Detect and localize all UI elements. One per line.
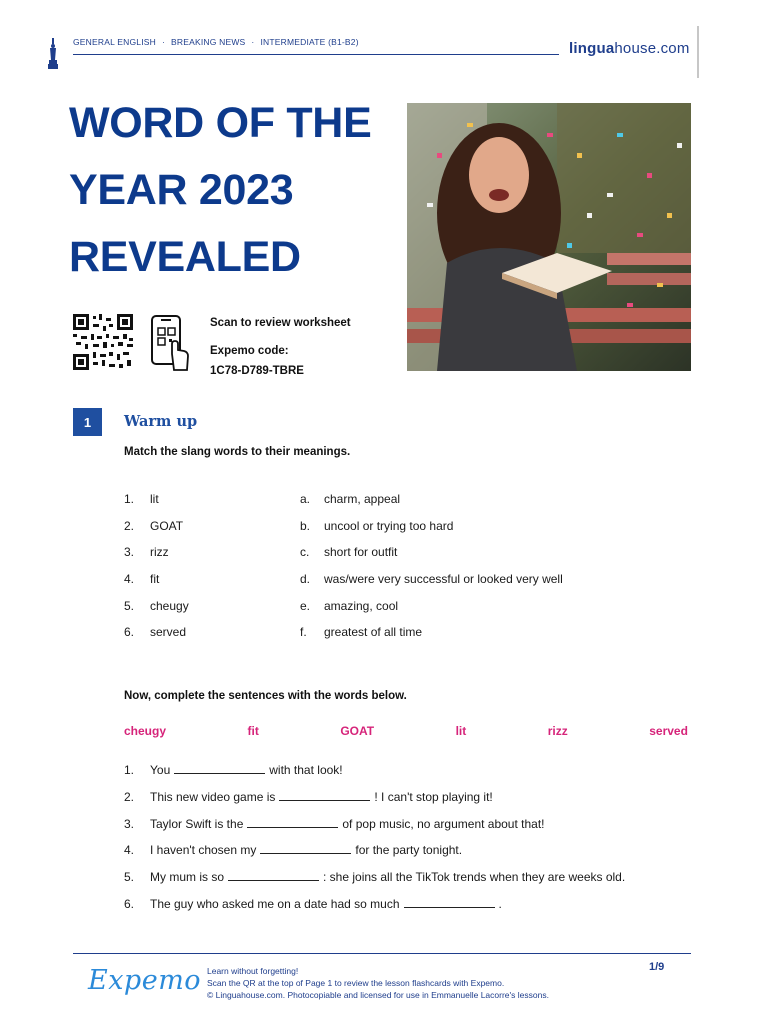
slang-word: served	[150, 625, 187, 640]
meaning-text: amazing, cool	[324, 598, 399, 613]
item-number: 5.	[124, 870, 135, 885]
sentence-after: for the party tonight.	[355, 843, 463, 858]
answer-blank[interactable]	[260, 842, 351, 854]
item-number: 5.	[124, 598, 135, 613]
slang-word: fit	[150, 572, 160, 587]
expemo-code-label: Expemo code:	[210, 345, 289, 357]
header-meta	[73, 37, 359, 47]
sentence-before: You	[150, 763, 171, 777]
sentence-row	[124, 869, 684, 896]
word-bank-item: served	[649, 724, 688, 738]
sentence-list	[124, 762, 684, 923]
meta-separator: ·	[162, 37, 166, 47]
sentence-row	[124, 842, 684, 869]
item-number: 3.	[124, 545, 135, 560]
expemo-logo[interactable]: Expemo	[88, 965, 202, 996]
item-number: 3.	[124, 816, 135, 831]
matching-list	[124, 492, 644, 652]
meaning-letter: b.	[300, 518, 311, 533]
slang-word: GOAT	[150, 518, 184, 533]
expemo-code: 1C78-D789-TBRE	[210, 365, 304, 377]
word-bank-item: GOAT	[340, 724, 375, 738]
answer-blank[interactable]	[279, 789, 370, 801]
matching-row	[124, 492, 644, 519]
sentence-after: ! I can't stop playing it!	[374, 789, 493, 804]
meaning-text: short for outfit	[324, 545, 398, 560]
phone-scan-icon	[150, 314, 192, 372]
meaning-text: uncool or trying too hard	[324, 518, 454, 533]
sentence-row	[124, 762, 684, 789]
brand-bold: lingua	[569, 40, 615, 57]
meaning-letter: c.	[300, 545, 310, 560]
footer-tagline: Learn without forgetting!	[207, 966, 299, 976]
word-bank-item: rizz	[547, 724, 568, 738]
meta-level: INTERMEDIATE (B1-B2)	[260, 37, 359, 47]
slang-word: lit	[150, 492, 159, 506]
instruction-sentences: Now, complete the sentences with the words below.	[124, 690, 407, 702]
section-title: Warm up	[124, 413, 198, 430]
item-number: 6.	[124, 625, 135, 640]
scan-info	[210, 313, 351, 381]
slang-word: rizz	[150, 545, 169, 560]
item-number: 4.	[124, 843, 135, 858]
meta-topic: BREAKING NEWS	[171, 37, 246, 47]
sentence-after: .	[498, 896, 502, 911]
meta-category: GENERAL ENGLISH	[73, 37, 156, 47]
answer-blank[interactable]	[404, 896, 495, 908]
meaning-letter: e.	[300, 598, 311, 613]
sentence-row	[124, 896, 684, 923]
meaning-letter: d.	[300, 572, 311, 587]
meaning-text: was/were very successful or looked very well	[324, 572, 563, 587]
sentence-row	[124, 816, 684, 843]
footer-instruction: Scan the QR at the top of Page 1 to review the lesson flashcards with Expemo.	[207, 978, 505, 988]
item-number: 2.	[124, 789, 135, 804]
item-number: 4.	[124, 572, 135, 587]
matching-row	[124, 599, 644, 626]
meta-separator: ·	[251, 37, 255, 47]
sentence-after: of pop music, no argument about that!	[342, 816, 545, 831]
meaning-letter: a.	[300, 492, 311, 506]
matching-row	[124, 625, 644, 652]
scan-instruction: Scan to review worksheet	[210, 317, 351, 329]
brand-divider	[697, 26, 699, 78]
sentence-before: My mum is so	[150, 870, 225, 885]
word-bank	[124, 724, 688, 738]
footer-divider	[73, 953, 691, 954]
page-number: 1/9	[649, 961, 665, 973]
slang-word: cheugy	[150, 598, 189, 613]
word-bank-item: fit	[247, 724, 259, 738]
meaning-letter: f.	[300, 625, 307, 640]
sentence-before: I haven't chosen my	[150, 843, 257, 858]
sentence-before: This new video game is	[150, 789, 276, 804]
word-bank-item: lit	[455, 724, 467, 738]
meaning-text: greatest of all time	[324, 625, 423, 640]
photo-girl-reading-confetti	[407, 103, 691, 371]
header-divider	[73, 54, 559, 55]
matching-row	[124, 545, 644, 572]
item-number: 1.	[124, 763, 135, 777]
matching-row	[124, 572, 644, 599]
sentence-before: Taylor Swift is the	[150, 816, 244, 831]
item-number: 2.	[124, 518, 135, 533]
qr-code-icon[interactable]	[73, 314, 133, 370]
instruction-matching: Match the slang words to their meanings.	[124, 446, 351, 458]
sentence-after: : she joins all the TikTok trends when they are weeks old.	[323, 870, 626, 885]
item-number: 6.	[124, 896, 135, 911]
sentence-after: with that look!	[269, 763, 343, 777]
page-title: WORD OF THE YEAR 2023 REVEALED	[69, 99, 372, 281]
meaning-text: charm, appeal	[324, 492, 401, 506]
word-bank-item: cheugy	[124, 724, 167, 738]
answer-blank[interactable]	[174, 762, 265, 774]
sentence-row	[124, 789, 684, 816]
sentence-before: The guy who asked me on a date had so much	[150, 896, 400, 911]
footer-copyright: © Linguahouse.com. Photocopiable and licensed for use in Emmanuelle Lacorre's lessons.	[207, 990, 549, 1000]
matching-row	[124, 519, 644, 546]
section-number-badge: 1	[73, 408, 102, 436]
answer-blank[interactable]	[247, 816, 338, 828]
statue-of-liberty-icon	[46, 38, 60, 70]
item-number: 1.	[124, 492, 135, 506]
answer-blank[interactable]	[228, 869, 319, 881]
brand-rest: house.com	[614, 40, 690, 57]
footer-text	[207, 965, 549, 1001]
brand-logo[interactable]	[569, 40, 690, 57]
